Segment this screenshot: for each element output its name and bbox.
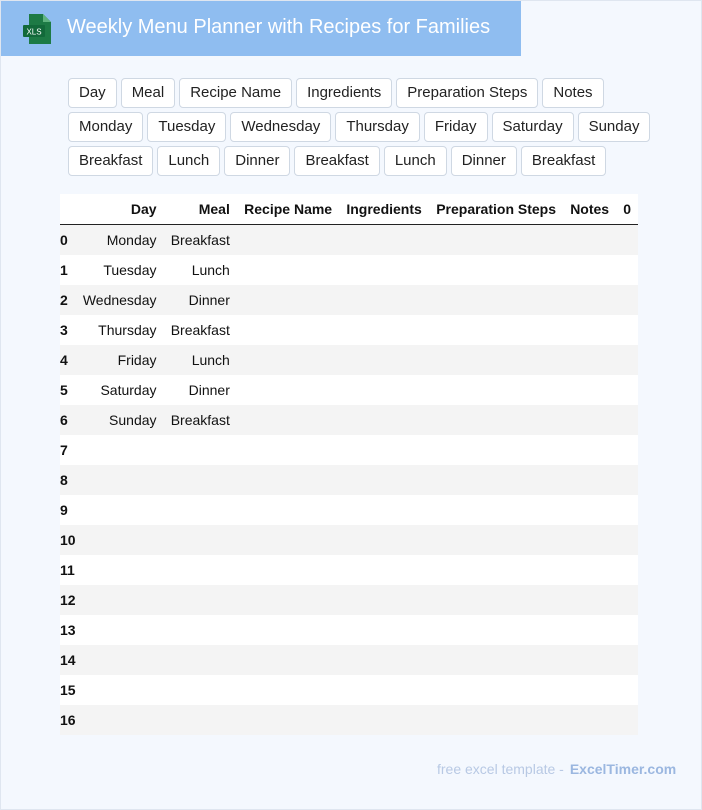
table-cell	[616, 255, 638, 285]
table-cell	[164, 465, 237, 495]
table-row	[60, 525, 638, 555]
filter-chip[interactable]: Preparation Steps	[396, 78, 538, 108]
column-header: Day	[76, 194, 164, 225]
table-cell	[237, 585, 339, 615]
table-cell	[563, 525, 616, 555]
table-cell	[164, 435, 237, 465]
row-index: 4	[60, 345, 76, 375]
row-index: 1	[60, 255, 76, 285]
row-index: 15	[60, 675, 76, 705]
page-title: Weekly Menu Planner with Recipes for Families	[67, 16, 491, 38]
table-cell	[429, 615, 563, 645]
table-cell: Breakfast	[164, 405, 237, 435]
column-header: Notes	[563, 194, 616, 225]
table-cell	[237, 435, 339, 465]
filter-chip[interactable]: Day	[68, 78, 117, 108]
table-cell	[164, 705, 237, 735]
header-banner	[1, 1, 521, 56]
table-cell	[339, 315, 429, 345]
table-cell	[616, 285, 638, 315]
table-cell	[76, 555, 164, 585]
xls-file-icon	[23, 14, 51, 44]
table-cell	[164, 495, 237, 525]
table-cell	[164, 645, 237, 675]
table-cell	[339, 435, 429, 465]
table-header-row	[60, 194, 638, 225]
data-table-container	[60, 194, 640, 735]
table-cell	[429, 285, 563, 315]
table-cell: Wednesday	[76, 285, 164, 315]
column-header: Meal	[164, 194, 237, 225]
filter-chip[interactable]: Monday	[68, 112, 143, 142]
column-header: Preparation Steps	[429, 194, 563, 225]
column-header: Ingredients	[339, 194, 429, 225]
table-cell	[429, 645, 563, 675]
table-cell	[616, 345, 638, 375]
table-cell	[164, 675, 237, 705]
table-cell: Tuesday	[76, 255, 164, 285]
table-cell	[429, 225, 563, 256]
filter-chip[interactable]: Recipe Name	[179, 78, 292, 108]
table-cell	[76, 645, 164, 675]
table-cell	[339, 525, 429, 555]
table-cell: Lunch	[164, 345, 237, 375]
table-cell	[429, 675, 563, 705]
table-cell	[237, 405, 339, 435]
table-row	[60, 705, 638, 735]
table-cell: Thursday	[76, 315, 164, 345]
table-body	[60, 225, 638, 736]
filter-chip[interactable]: Breakfast	[294, 146, 379, 176]
table-cell: Dinner	[164, 375, 237, 405]
table-cell	[76, 615, 164, 645]
table-row	[60, 225, 638, 256]
table-cell: Breakfast	[164, 225, 237, 256]
table-cell	[164, 555, 237, 585]
table-cell	[616, 405, 638, 435]
table-cell: Monday	[76, 225, 164, 256]
table-cell	[429, 585, 563, 615]
table-cell	[237, 315, 339, 345]
row-index: 16	[60, 705, 76, 735]
table-cell	[339, 615, 429, 645]
table-cell	[76, 525, 164, 555]
filter-chip-bar	[68, 78, 678, 176]
row-index: 8	[60, 465, 76, 495]
table-cell	[429, 315, 563, 345]
table-row	[60, 645, 638, 675]
table-cell	[563, 255, 616, 285]
filter-chip[interactable]: Lunch	[384, 146, 447, 176]
table-cell: Dinner	[164, 285, 237, 315]
table-cell: Sunday	[76, 405, 164, 435]
filter-chip[interactable]: Friday	[424, 112, 488, 142]
table-row	[60, 495, 638, 525]
table-cell	[429, 525, 563, 555]
table-cell	[429, 435, 563, 465]
table-cell	[339, 465, 429, 495]
table-cell	[563, 345, 616, 375]
table-cell	[339, 675, 429, 705]
table-row	[60, 465, 638, 495]
filter-chip[interactable]: Wednesday	[230, 112, 331, 142]
table-cell	[563, 495, 616, 525]
table-cell	[237, 255, 339, 285]
table-cell: Friday	[76, 345, 164, 375]
table-cell	[563, 315, 616, 345]
column-header	[60, 194, 76, 225]
table-cell	[563, 285, 616, 315]
row-index: 7	[60, 435, 76, 465]
table-cell	[616, 465, 638, 495]
table-cell	[429, 555, 563, 585]
table-cell	[237, 615, 339, 645]
table-cell	[563, 615, 616, 645]
table-cell	[339, 705, 429, 735]
table-cell	[429, 495, 563, 525]
table-cell	[339, 345, 429, 375]
table-cell	[616, 645, 638, 675]
table-cell	[237, 225, 339, 256]
table-cell	[563, 645, 616, 675]
row-index: 11	[60, 555, 76, 585]
filter-chip[interactable]: Meal	[121, 78, 176, 108]
row-index: 0	[60, 225, 76, 256]
row-index: 14	[60, 645, 76, 675]
table-cell	[164, 525, 237, 555]
table-cell	[237, 555, 339, 585]
filter-chip[interactable]: Notes	[542, 78, 603, 108]
table-cell	[237, 705, 339, 735]
filter-chip[interactable]: Breakfast	[521, 146, 606, 176]
table-cell	[339, 255, 429, 285]
row-index: 3	[60, 315, 76, 345]
table-cell	[237, 645, 339, 675]
table-cell: Lunch	[164, 255, 237, 285]
table-cell	[616, 495, 638, 525]
xls-icon-label: XLS	[26, 27, 42, 37]
table-cell	[563, 225, 616, 256]
table-row	[60, 615, 638, 645]
table-cell	[237, 675, 339, 705]
table-row	[60, 315, 638, 345]
table-cell	[616, 585, 638, 615]
table-cell	[616, 675, 638, 705]
table-cell	[616, 375, 638, 405]
table-cell	[339, 285, 429, 315]
row-index: 9	[60, 495, 76, 525]
table-row	[60, 375, 638, 405]
table-cell	[429, 705, 563, 735]
table-row	[60, 285, 638, 315]
table-row	[60, 435, 638, 465]
table-cell	[563, 465, 616, 495]
row-index: 6	[60, 405, 76, 435]
table-cell	[339, 495, 429, 525]
table-cell	[237, 465, 339, 495]
table-cell	[616, 615, 638, 645]
table-cell	[164, 615, 237, 645]
table-cell	[76, 675, 164, 705]
row-index: 12	[60, 585, 76, 615]
footer	[437, 761, 676, 777]
table-cell	[563, 435, 616, 465]
filter-chip[interactable]: Tuesday	[147, 112, 226, 142]
table-cell	[76, 585, 164, 615]
table-cell: Breakfast	[164, 315, 237, 345]
table-cell	[339, 375, 429, 405]
table-cell	[164, 585, 237, 615]
table-cell	[616, 315, 638, 345]
table-cell	[563, 585, 616, 615]
row-index: 5	[60, 375, 76, 405]
table-cell	[616, 525, 638, 555]
filter-chip[interactable]: Thursday	[335, 112, 420, 142]
table-cell	[429, 255, 563, 285]
table-cell	[237, 375, 339, 405]
table-cell	[563, 705, 616, 735]
table-cell	[563, 405, 616, 435]
table-cell	[237, 285, 339, 315]
filter-chip[interactable]: Breakfast	[68, 146, 153, 176]
filter-chip[interactable]: Sunday	[578, 112, 651, 142]
column-header: Recipe Name	[237, 194, 339, 225]
table-row	[60, 675, 638, 705]
filter-chip[interactable]: Saturday	[492, 112, 574, 142]
table-cell	[616, 705, 638, 735]
table-cell	[76, 465, 164, 495]
table-cell	[237, 345, 339, 375]
table-cell	[339, 645, 429, 675]
table-row	[60, 405, 638, 435]
table-cell	[616, 435, 638, 465]
table-cell	[429, 465, 563, 495]
filter-chip[interactable]: Lunch	[157, 146, 220, 176]
row-index: 10	[60, 525, 76, 555]
filter-chip[interactable]: Dinner	[224, 146, 290, 176]
table-cell	[76, 705, 164, 735]
menu-table	[60, 194, 638, 735]
table-row	[60, 555, 638, 585]
table-cell	[237, 495, 339, 525]
table-cell	[76, 495, 164, 525]
table-cell	[339, 225, 429, 256]
table-row	[60, 345, 638, 375]
table-cell	[563, 375, 616, 405]
table-cell	[76, 435, 164, 465]
table-cell	[429, 405, 563, 435]
filter-chip[interactable]: Dinner	[451, 146, 517, 176]
table-cell	[429, 345, 563, 375]
table-cell	[429, 375, 563, 405]
table-cell	[616, 555, 638, 585]
table-row	[60, 585, 638, 615]
table-row	[60, 255, 638, 285]
table-cell	[237, 525, 339, 555]
filter-chip[interactable]: Ingredients	[296, 78, 392, 108]
column-header: 0	[616, 194, 638, 225]
footer-brand-link[interactable]: ExcelTimer.com	[569, 761, 677, 777]
table-cell	[339, 555, 429, 585]
table-cell: Saturday	[76, 375, 164, 405]
row-index: 13	[60, 615, 76, 645]
table-cell	[563, 675, 616, 705]
table-cell	[563, 555, 616, 585]
row-index: 2	[60, 285, 76, 315]
table-cell	[616, 225, 638, 256]
table-cell	[339, 405, 429, 435]
table-cell	[339, 585, 429, 615]
footer-text: free excel template -	[437, 761, 564, 777]
